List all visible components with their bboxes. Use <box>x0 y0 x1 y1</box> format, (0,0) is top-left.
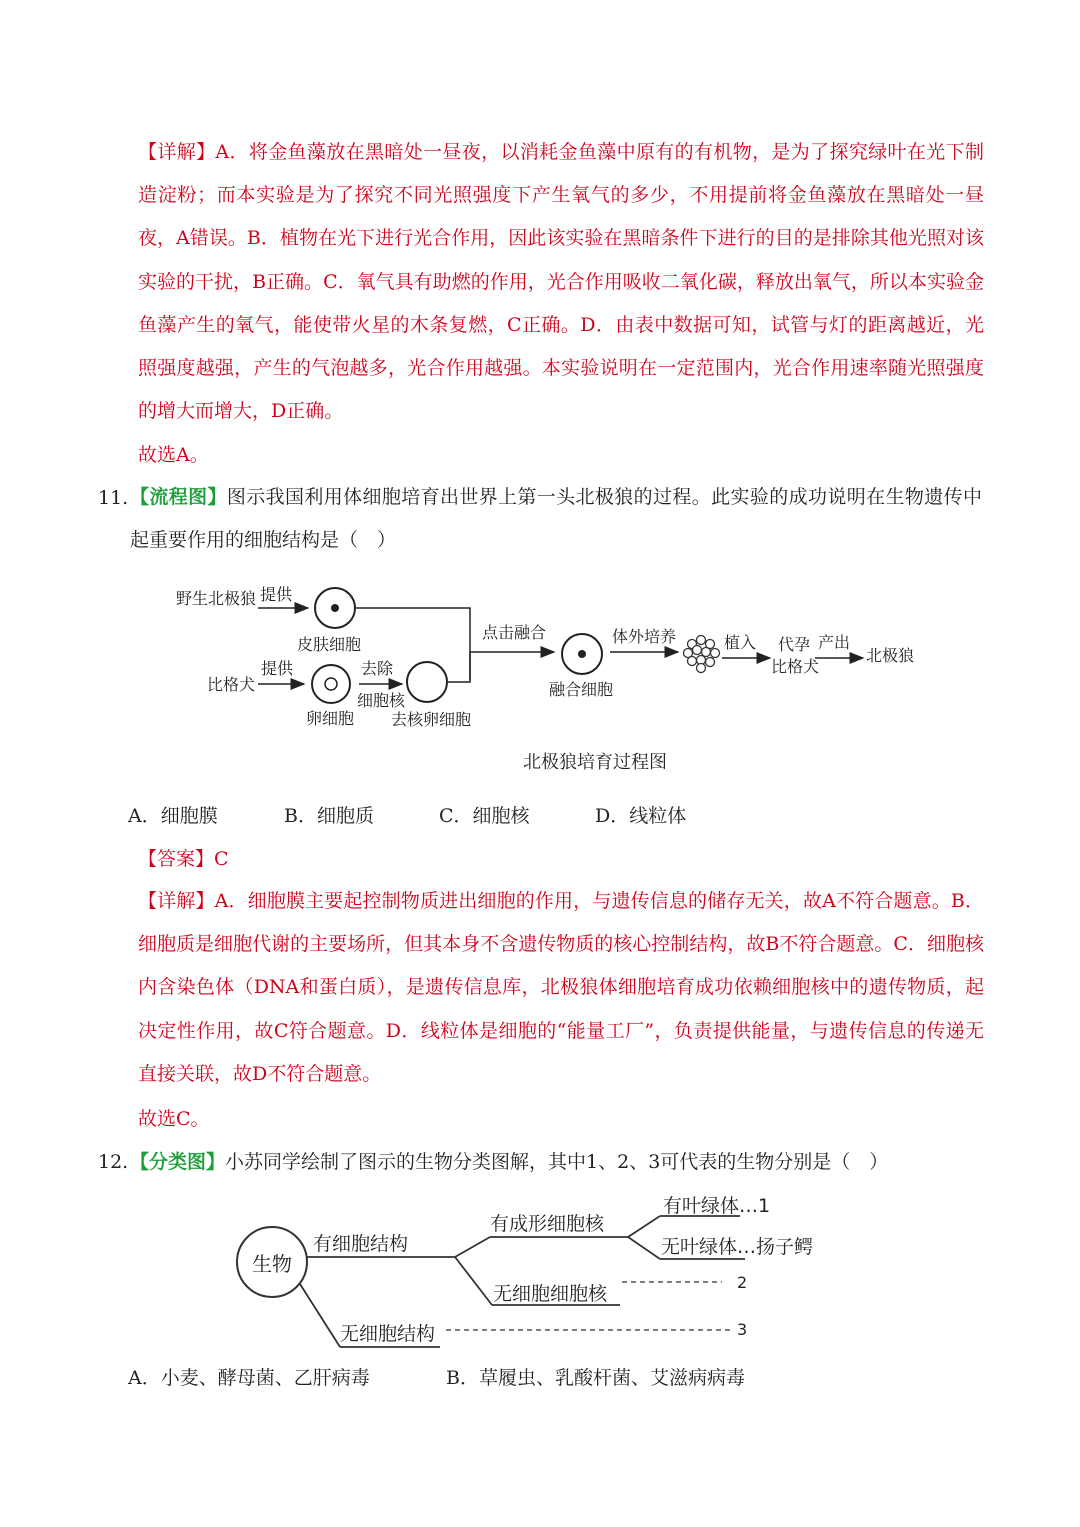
label-enucleated: 去核卵细胞 <box>391 710 472 729</box>
enucleated-egg-shape <box>407 662 447 702</box>
label-remove: 去除 <box>361 659 394 678</box>
label-acellular: 无细胞结构 <box>340 1323 436 1345</box>
label-n2: 2 <box>737 1273 748 1292</box>
label-fused-cell: 融合细胞 <box>549 680 614 699</box>
q11-number: 11. <box>98 487 129 509</box>
q11-option-d[interactable]: D．线粒体 <box>595 805 687 827</box>
label-arctic-wolf: 北极狼 <box>866 646 915 665</box>
q12-number: 12. <box>98 1151 129 1173</box>
label-nucleated: 有成形细胞核 <box>490 1213 605 1235</box>
q12-stem <box>130 1149 888 1175</box>
label-provide-2: 提供 <box>261 659 294 678</box>
q12-tag: 【分类图】 <box>130 1151 226 1173</box>
q11-detail <box>138 880 984 1096</box>
label-produce: 产出 <box>818 633 851 652</box>
label-no-chloroplast: 无叶绿体…扬子鳄 <box>661 1236 814 1258</box>
label-egg-cell: 卵细胞 <box>306 709 355 728</box>
q10-detail-tag: 【详解】 <box>138 141 216 163</box>
q11-answer <box>138 846 229 872</box>
q12-option-b[interactable]: B．草履虫、乳酸杆菌、艾滋病病毒 <box>446 1367 745 1389</box>
label-nucleus: 细胞核 <box>357 691 406 710</box>
q12-option-a[interactable]: A．小麦、酵母菌、乙肝病毒 <box>128 1367 370 1389</box>
label-beagle: 比格犬 <box>207 675 256 694</box>
q10-conclusion: 故选A。 <box>138 444 209 466</box>
q11-tag: 【流程图】 <box>130 486 227 508</box>
label-chloroplast: 有叶绿体…1 <box>663 1195 771 1217</box>
q10-detail-text: A．将金鱼藻放在黑暗处一昼夜，以消耗金鱼藻中原有的有机物，是为了探究绿叶在光下制造淀粉；而本实验是为了探究不同光照强度下产生氧气的多少，不用提前将金鱼藻放在黑暗处一昼夜，A错误。B．植物在光下进行光合作用，因此该实验在黑暗条件下进行的目的是排除其他光照对该实验的干扰，B正确。C．氧气具有助燃的作用，光合作用吸收二氧化碳，释放出氧气，所以本实验金鱼藻产生的氧气，能使带火星的木条复燃，C正确。D．由表中数据可知，试管与灯的距离越近，光照强度越强，产生的气泡越多，光合作用越强。本实验说明在一定范围内，光合作用速率随光照强度的增大而增大，D正确。 <box>138 141 984 423</box>
q12-stem-text: 小苏同学绘制了图示的生物分类图解，其中1、2、3可代表的生物分别是（ ） <box>225 1151 889 1173</box>
q11-option-a[interactable]: A．细胞膜 <box>128 805 218 827</box>
label-implant: 植入 <box>724 633 757 652</box>
label-culture: 体外培养 <box>612 627 677 646</box>
label-fusion: 点击融合 <box>482 623 547 642</box>
q11-answer-value: C <box>214 848 229 870</box>
label-n3: 3 <box>737 1320 748 1339</box>
q11-stem <box>130 476 982 562</box>
label-skin-cell: 皮肤细胞 <box>297 635 362 654</box>
label-no-nucleus: 无细胞细胞核 <box>493 1283 608 1305</box>
figure-caption: 北极狼培育过程图 <box>523 752 667 773</box>
q11-option-c[interactable]: C．细胞核 <box>439 805 530 827</box>
q11-answer-tag: 【答案】 <box>138 848 215 870</box>
q11-conclusion: 故选C。 <box>138 1108 210 1130</box>
label-cellular: 有细胞结构 <box>313 1233 409 1255</box>
label-wild-wolf: 野生北极狼 <box>176 589 257 608</box>
label-provide-1: 提供 <box>260 585 293 604</box>
q10-detail <box>138 131 984 433</box>
q11-detail-tag: 【详解】 <box>138 890 215 912</box>
q11-flow-diagram <box>0 572 1080 792</box>
embryo-cluster-icon <box>684 636 720 673</box>
label-surrogate: 代孕 <box>778 635 811 654</box>
label-surrogate-dog: 比格犬 <box>771 657 820 676</box>
q11-stem-text: 图示我国利用体细胞培育出世界上第一头北极狼的过程。此实验的成功说明在生物遗传中起重要作用的细胞结构是（ ） <box>130 486 982 552</box>
label-root: 生物 <box>252 1252 292 1276</box>
q11-option-b[interactable]: B．细胞质 <box>284 805 374 827</box>
q12-classification-diagram <box>0 1182 1080 1362</box>
q11-detail-text: A．细胞膜主要起控制物质进出细胞的作用，与遗传信息的储存无关，故A不符合题意。B．细胞质是细胞代谢的主要场所，但其本身不含遗传物质的核心控制结构，故B不符合题意。C．细胞核内含染色体（DNA和蛋白质），是遗传信息库，北极狼体细胞培育成功依赖细胞核中的遗传物质，起决定性作用，故C符合题意。D．线粒体是细胞的“能量工厂”，负责提供能量，与遗传信息的传递无直接关联，故D不符合题意。 <box>138 890 984 1085</box>
